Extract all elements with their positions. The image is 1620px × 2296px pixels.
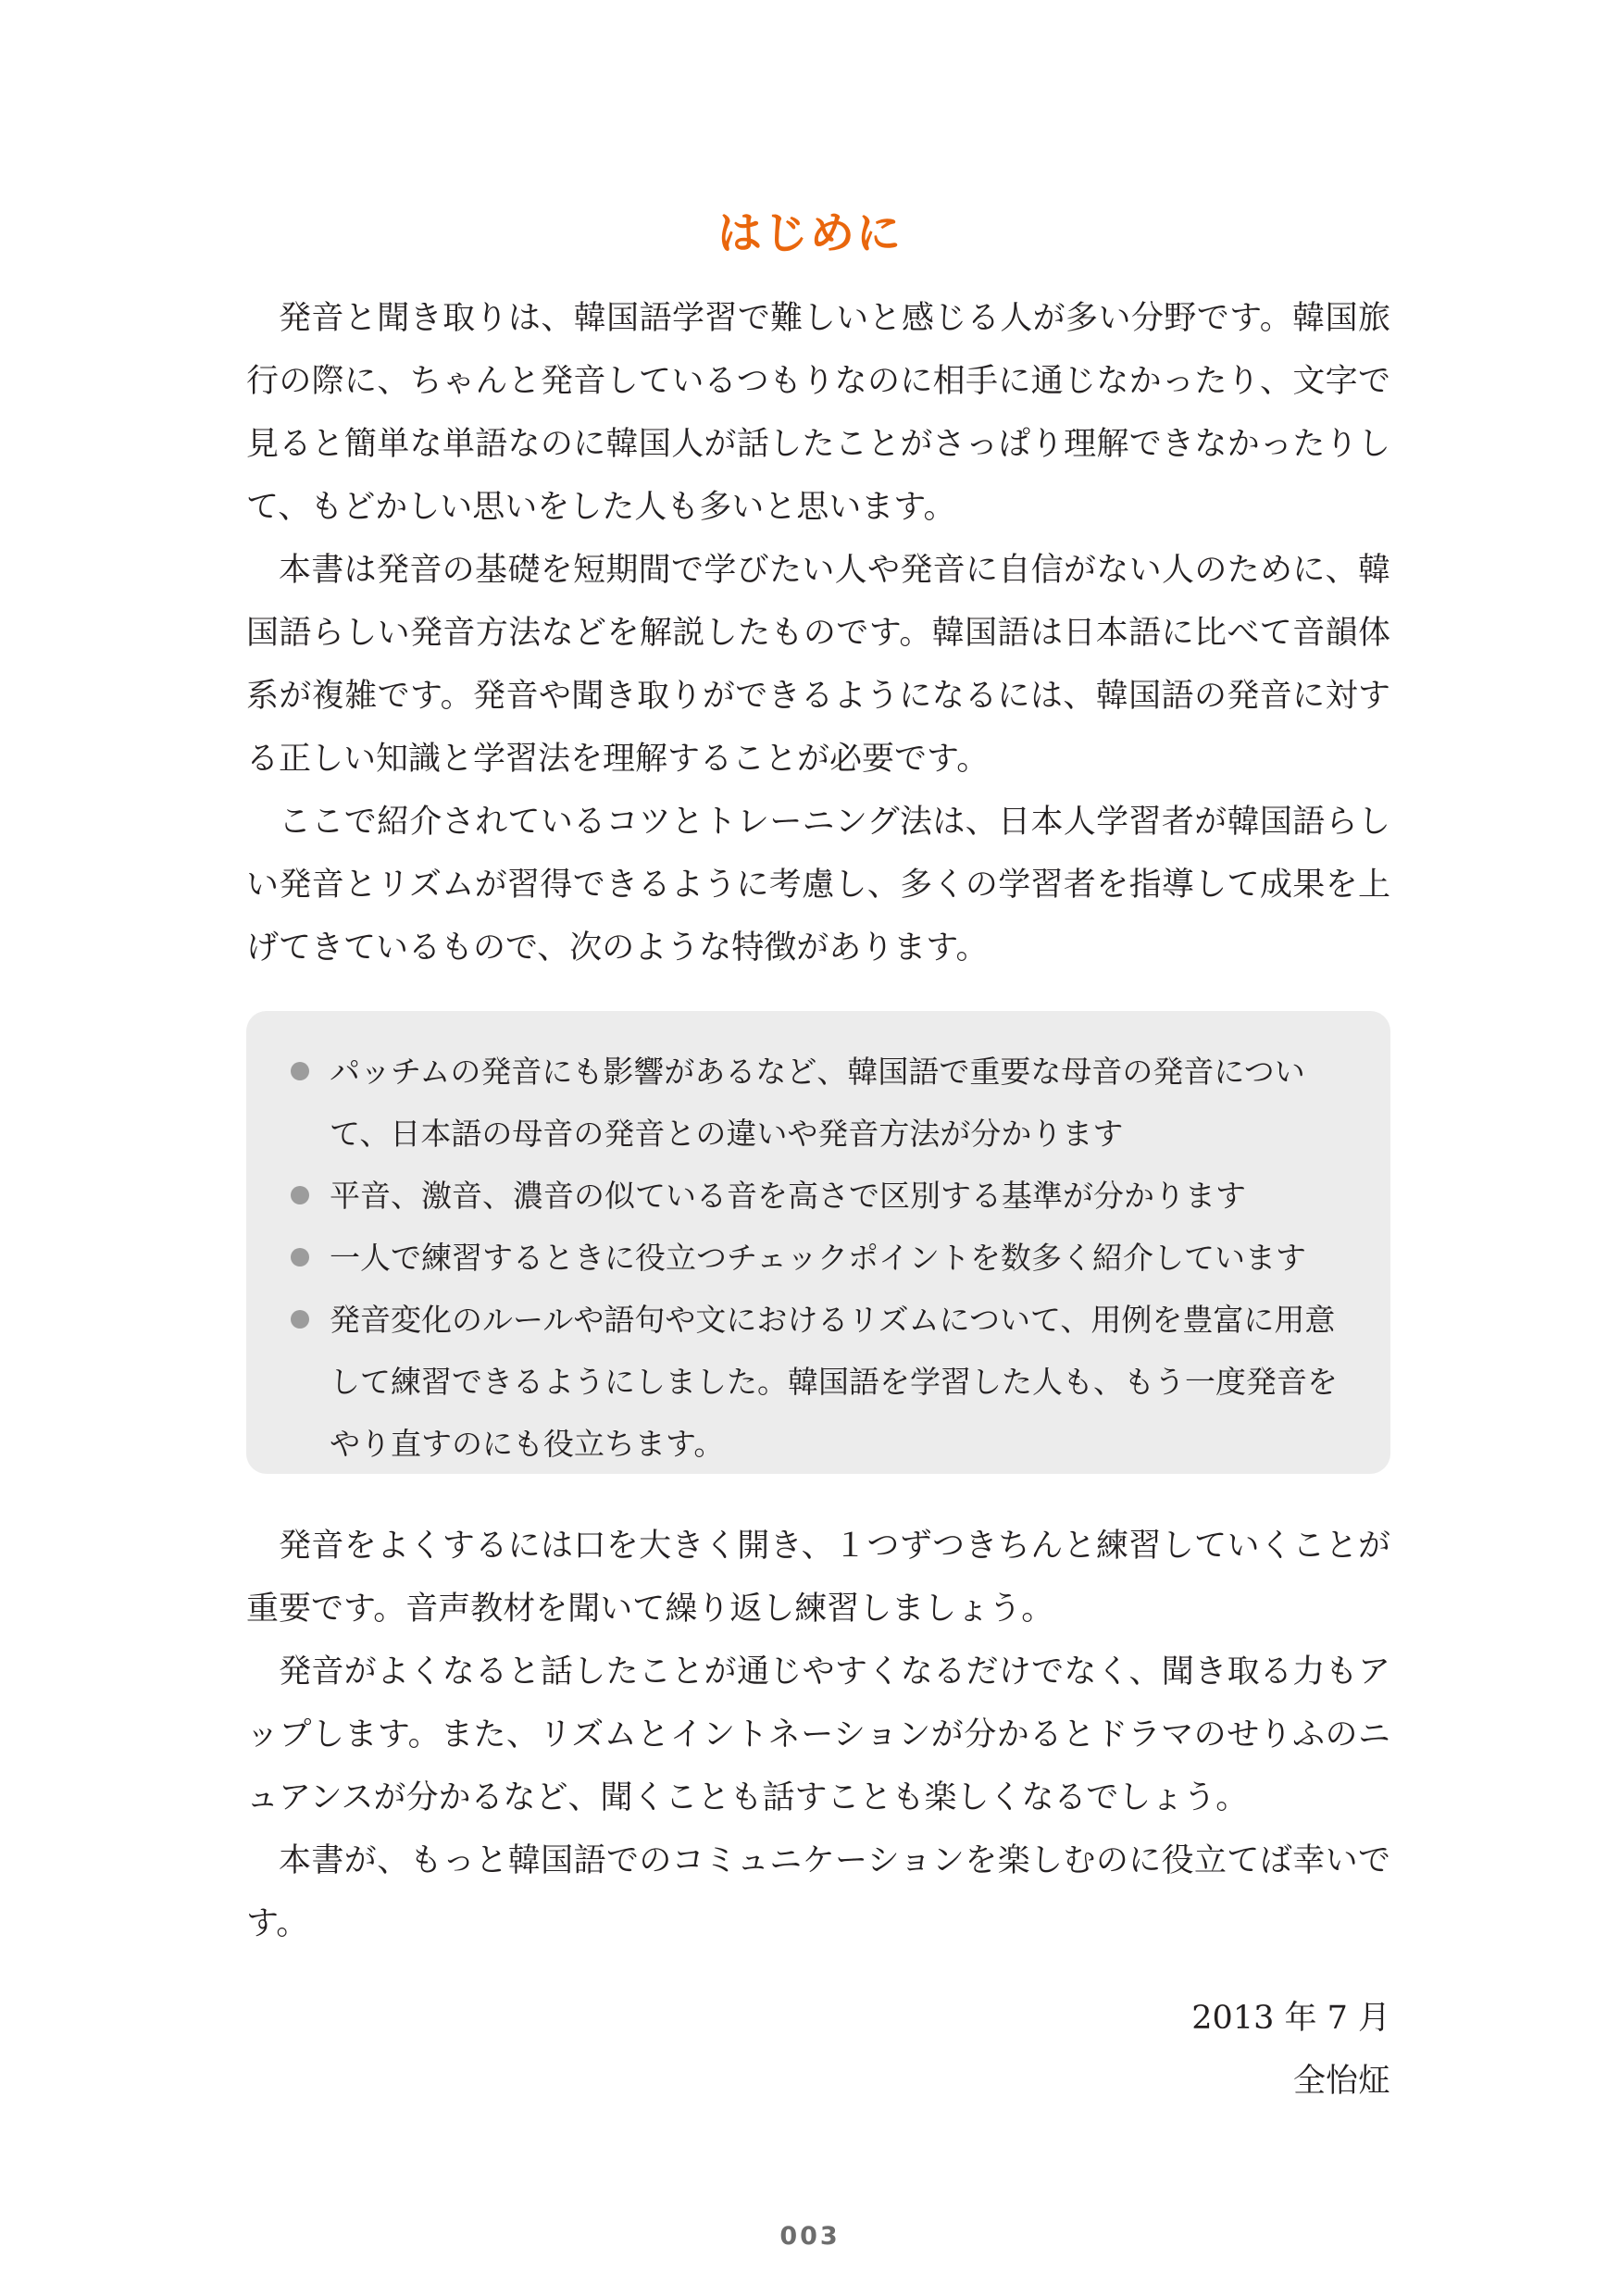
signoff-author: 全怡炡 [1292,2063,1390,2100]
intro-paragraph: 発音と聞き取りは、韓国語学習で難しいと感じる人が多い分野です。韓国旅行の際に、ちゃんと発音しているつもりなのに相手に通じなかったり、文字で見ると簡単な単語なのに韓国人が話したことがさっぱり理解できなかったりして、もどかしい思いをした人も多いと思います。 [246,300,1390,526]
closing-paragraph: 発音がよくなると話したことが通じやすくなるだけでなく、聞き取る力もアップします。また、リズムとイントネーションが分かるとドラマのせりふのニュアンスが分かるなど、聞くことも話すことも楽しくなるでしょう。 [246,1653,1390,1816]
features-box [246,1011,1390,1474]
bullet-icon [291,1248,309,1267]
page-title: はじめに [717,207,903,259]
bullet-icon [291,1310,309,1329]
intro-paragraph: ここで紹介されているコツとトレーニング法は、日本人学習者が韓国語らしい発音とリズムが習得できるように考慮し、多くの学習者を指導して成果を上げてきているもので、次のような特徴があります。 [246,804,1390,967]
feature-item [283,1041,1353,1165]
signoff [1191,1987,1390,2113]
feature-text: パッチムの発音にも影響があるなど、韓国語で重要な母音の発音について、日本語の母音の発音との違いや発音方法が分かります [330,1054,1305,1152]
intro-section [246,287,1390,980]
page-number: 003 [779,2222,841,2251]
feature-item [283,1289,1353,1475]
feature-text: 発音変化のルールや語句や文におけるリズムについて、用例を豊富に用意して練習できるようにしました。韓国語を学習した人も、もう一度発音をやり直すのにも役立ちます。 [330,1302,1338,1462]
intro-paragraph: 本書は発音の基礎を短期間で学びたい人や発音に自信がない人のために、韓国語らしい発音方法などを解説したものです。韓国語は日本語に比べて音韻体系が複雑です。発音や聞き取りができるようになるには、韓国語の発音に対する正しい知識と学習法を理解することが必要です。 [246,552,1391,778]
bullet-icon [291,1186,309,1204]
bullet-icon [291,1062,309,1080]
closing-paragraph: 本書が、もっと韓国語でのコミュニケーションを楽しむのに役立てば幸いです。 [246,1842,1390,1942]
features-list [283,1041,1353,1475]
closing-section [246,1515,1390,1955]
closing-paragraph: 発音をよくするには口を大きく開き、１つずつきちんと練習していくことが重要です。音声教材を聞いて繰り返し練習しましょう。 [246,1528,1390,1628]
feature-text: 平音、激音、濃音の似ている音を高さで区別する基準が分かります [330,1178,1246,1214]
feature-item [283,1165,1353,1227]
feature-text: 一人で練習するときに役立つチェックポイントを数多く紹介しています [330,1240,1307,1276]
feature-item [283,1227,1353,1289]
signoff-date: 2013 年 7 月 [1191,2000,1390,2037]
